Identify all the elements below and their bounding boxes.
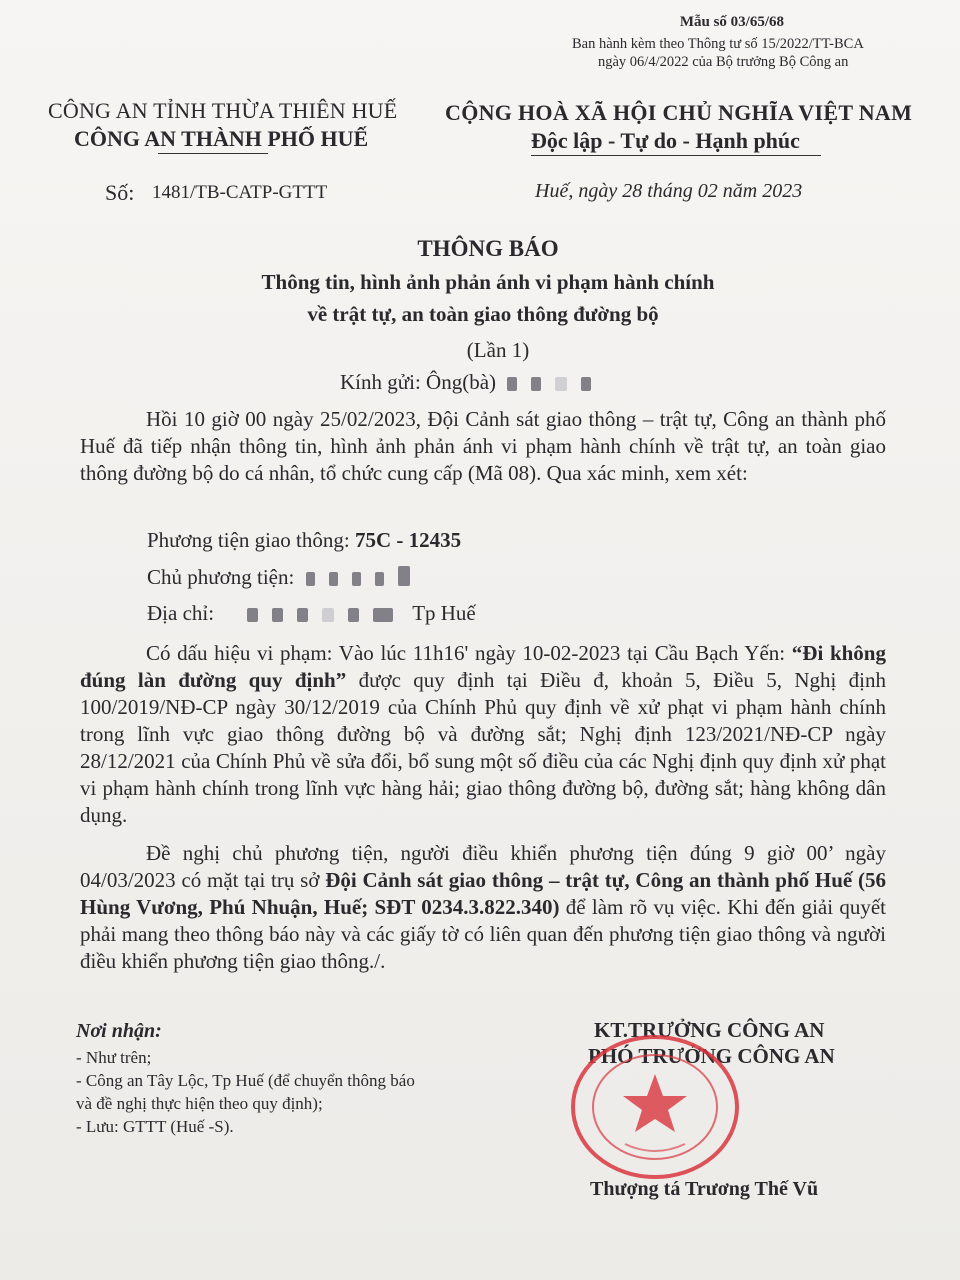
national-title: CỘNG HOÀ XÃ HỘI CHỦ NGHĨA VIỆT NAM <box>445 100 913 125</box>
official-stamp-icon <box>565 1032 745 1182</box>
recipient-label: Kính gửi: Ông(bà) <box>340 370 497 394</box>
address-line <box>147 601 476 628</box>
address-label: Địa chỉ: <box>147 601 215 625</box>
signer-authority: KT.TRƯỞNG CÔNG AN <box>594 1018 825 1042</box>
form-issued-date: ngày 06/4/2022 của Bộ trưởng Bộ Công an <box>598 54 849 70</box>
intro-paragraph: Hồi 10 giờ 00 ngày 25/02/2023, Đội Cảnh sát giao thông – trật tự, Công an thành phố Huế đã tiếp nhận thông tin, hình ảnh phản ánh vi phạm hành chính về trật tự, an toàn giao thông đường bộ do cá nhân, tổ chức cung cấp (Mã 08). Qua xác minh, xem xét: <box>80 407 886 485</box>
signer-name: Thượng tá Trương Thế Vũ <box>590 1178 819 1200</box>
agency-underline <box>158 153 268 154</box>
notice-count: (Lần 1) <box>466 338 530 362</box>
doc-subtitle-2: về trật tự, an toàn giao thông đường bộ <box>307 302 659 326</box>
recipients-item: - Công an Tây Lộc, Tp Huế (để chuyển thông báo <box>76 1071 415 1090</box>
request-text-b: để làm rõ vụ việc. Khi đến giải quyết phải mang theo thông báo này và các giấy tờ có liên quan đến phương tiện giao thông và người điều khiển phương tiện giao thông./. <box>80 895 887 973</box>
form-number: Mẫu số 03/65/68 <box>679 14 784 30</box>
violation-paragraph <box>80 640 886 829</box>
owner-label: Chủ phương tiện: <box>147 565 295 589</box>
form-issued-line: Ban hành kèm theo Thông tư số 15/2022/TT-BCA <box>572 36 864 52</box>
national-motto: Độc lập - Tự do - Hạnh phúc <box>531 128 800 153</box>
redacted-owner <box>306 566 424 592</box>
recipients-title: Nơi nhận: <box>76 1020 162 1042</box>
doc-number-value: 1481/TB-CATP-GTTT <box>152 182 328 203</box>
recipients-item: - Lưu: GTTT (Huế -S). <box>76 1117 234 1136</box>
redacted-name <box>507 372 605 397</box>
request-text-a: Đề nghị chủ phương tiện, người điều khiển phương tiện đúng 9 giờ 00’ ngày 04/03/2023 có mặt tại trụ sở <box>80 841 886 892</box>
vehicle-plate: 75C - 12435 <box>354 528 462 552</box>
recipients-item: và đề nghị thực hiện theo quy định); <box>76 1094 323 1113</box>
request-office: Đội Cảnh sát giao thông – trật tự, Công an thành phố Huế (56 Hùng Vương, Phú Nhuận, Huế; SĐT 0234.3.822.340) <box>80 868 887 919</box>
violation-legal-basis: được quy định tại Điều đ, khoản 5, Điều 5, Nghị định 100/2019/NĐ-CP ngày 30/12/2019 của Chính Phủ quy định về xử phạt vi phạm hành chính trong lĩnh vực giao thông đường bộ và đường sắt; Nghị định 123/2021/NĐ-CP ngày 28/12/2021 của Chính Phủ về sửa đổi, bổ sung một số điều của các Nghị định quy định xử phạt vi phạm hành chính trong lĩnh vực hàng hải; giao thông đường bộ, đường sắt; hàng không dân dụng. <box>80 668 886 827</box>
motto-underline <box>531 155 821 156</box>
redacted-address <box>247 603 407 628</box>
signer-title: PHÓ TRƯỞNG CÔNG AN <box>588 1044 835 1068</box>
doc-title: THÔNG BÁO <box>417 236 559 261</box>
doc-number-label: Số: <box>105 180 135 205</box>
violation-intro: Có dấu hiệu vi phạm: Vào lúc 11h16' ngày 10-02-2023 tại Cầu Bạch Yến: <box>146 641 786 665</box>
agency-parent: CÔNG AN TỈNH THỪA THIÊN HUẾ <box>48 98 398 123</box>
request-paragraph <box>80 840 886 975</box>
doc-subtitle-1: Thông tin, hình ảnh phản ánh vi phạm hành chính <box>261 270 715 294</box>
recipients-item: - Như trên; <box>76 1048 152 1067</box>
vehicle-label: Phương tiện giao thông: <box>147 528 350 552</box>
agency-name: CÔNG AN THÀNH PHỐ HUẾ <box>74 126 369 151</box>
recipient-line <box>340 370 605 397</box>
vehicle-line <box>147 528 461 553</box>
owner-line <box>147 565 424 592</box>
doc-date: Huế, ngày 28 tháng 02 năm 2023 <box>535 180 803 202</box>
address-city: Tp Huế <box>412 601 476 625</box>
violation-quote: “Đi không đúng làn đường quy định” <box>80 641 886 692</box>
